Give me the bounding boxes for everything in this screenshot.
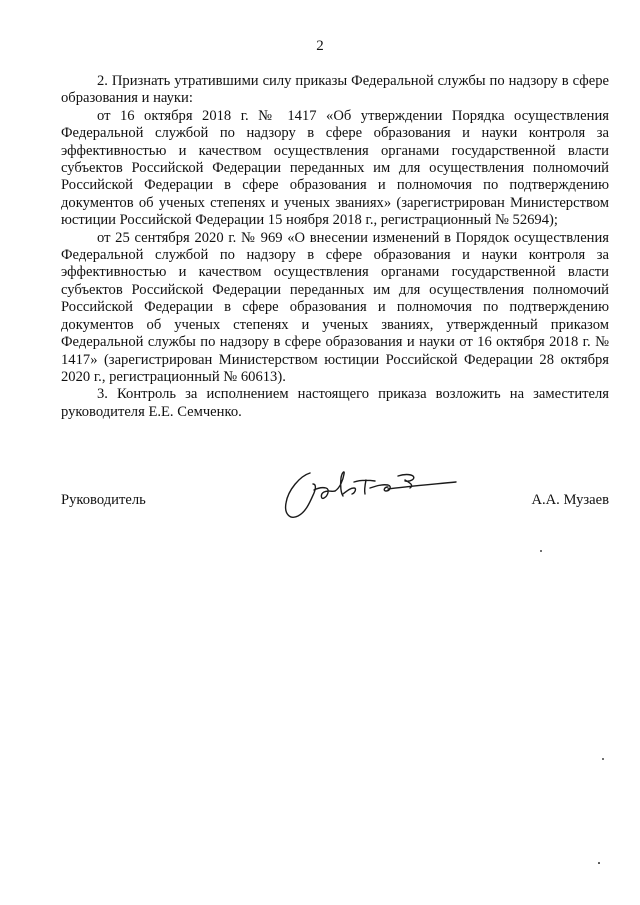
page-number: 2 [316, 38, 324, 54]
scan-speck [602, 758, 604, 760]
paragraph-order-969: от 25 сентября 2020 г. № 969 «О внесении изменений в Порядок осуществления Федеральной службой по надзору в сфере образования и науки контроля за эффективностью и качеством осуществления органами государственной власти субъектов Российской Федерации переданных им для осуществления полномочий Российской Федерации в сфере образования и полномочия по подтверждению документов об ученых степенях и ученых званиях, утвержденный приказом Федеральной службы по надзору в сфере образования и науки от 16 октября 2018 г. № 1417» (зарегистрирован Министерством юстиции Российской Федерации 28 октября 2020 г., регистрационный № 60613). [61, 229, 609, 385]
document-body [61, 73, 609, 421]
paragraph-item-2: 2. Признать утратившими силу приказы Федеральной службы по надзору в сфере образования и науки: [61, 73, 609, 107]
signatory-name: А.А. Музаев [531, 492, 609, 508]
handwritten-signature [280, 458, 460, 528]
paragraph-item-3: 3. Контроль за исполнением настоящего приказа возложить на заместителя руководителя Е.Е. Семченко. [61, 386, 609, 420]
paragraph-order-1417: от 16 октября 2018 г. № 1417 «Об утверждении Порядка осуществления Федеральной службой по надзору в сфере образования и науки контроля за эффективностью и качеством осуществления органами государственной власти субъектов Российской Федерации переданных им для осуществления полномочий Российской Федерации в сфере образования и полномочия по подтверждению документов об ученых степенях и ученых званиях» (зарегистрирован Министерством юстиции Российской Федерации 15 ноября 2018 г., регистрационный № 52694); [61, 107, 609, 229]
signatory-title: Руководитель [61, 492, 146, 508]
scan-speck [598, 862, 600, 864]
scan-speck [540, 550, 542, 552]
